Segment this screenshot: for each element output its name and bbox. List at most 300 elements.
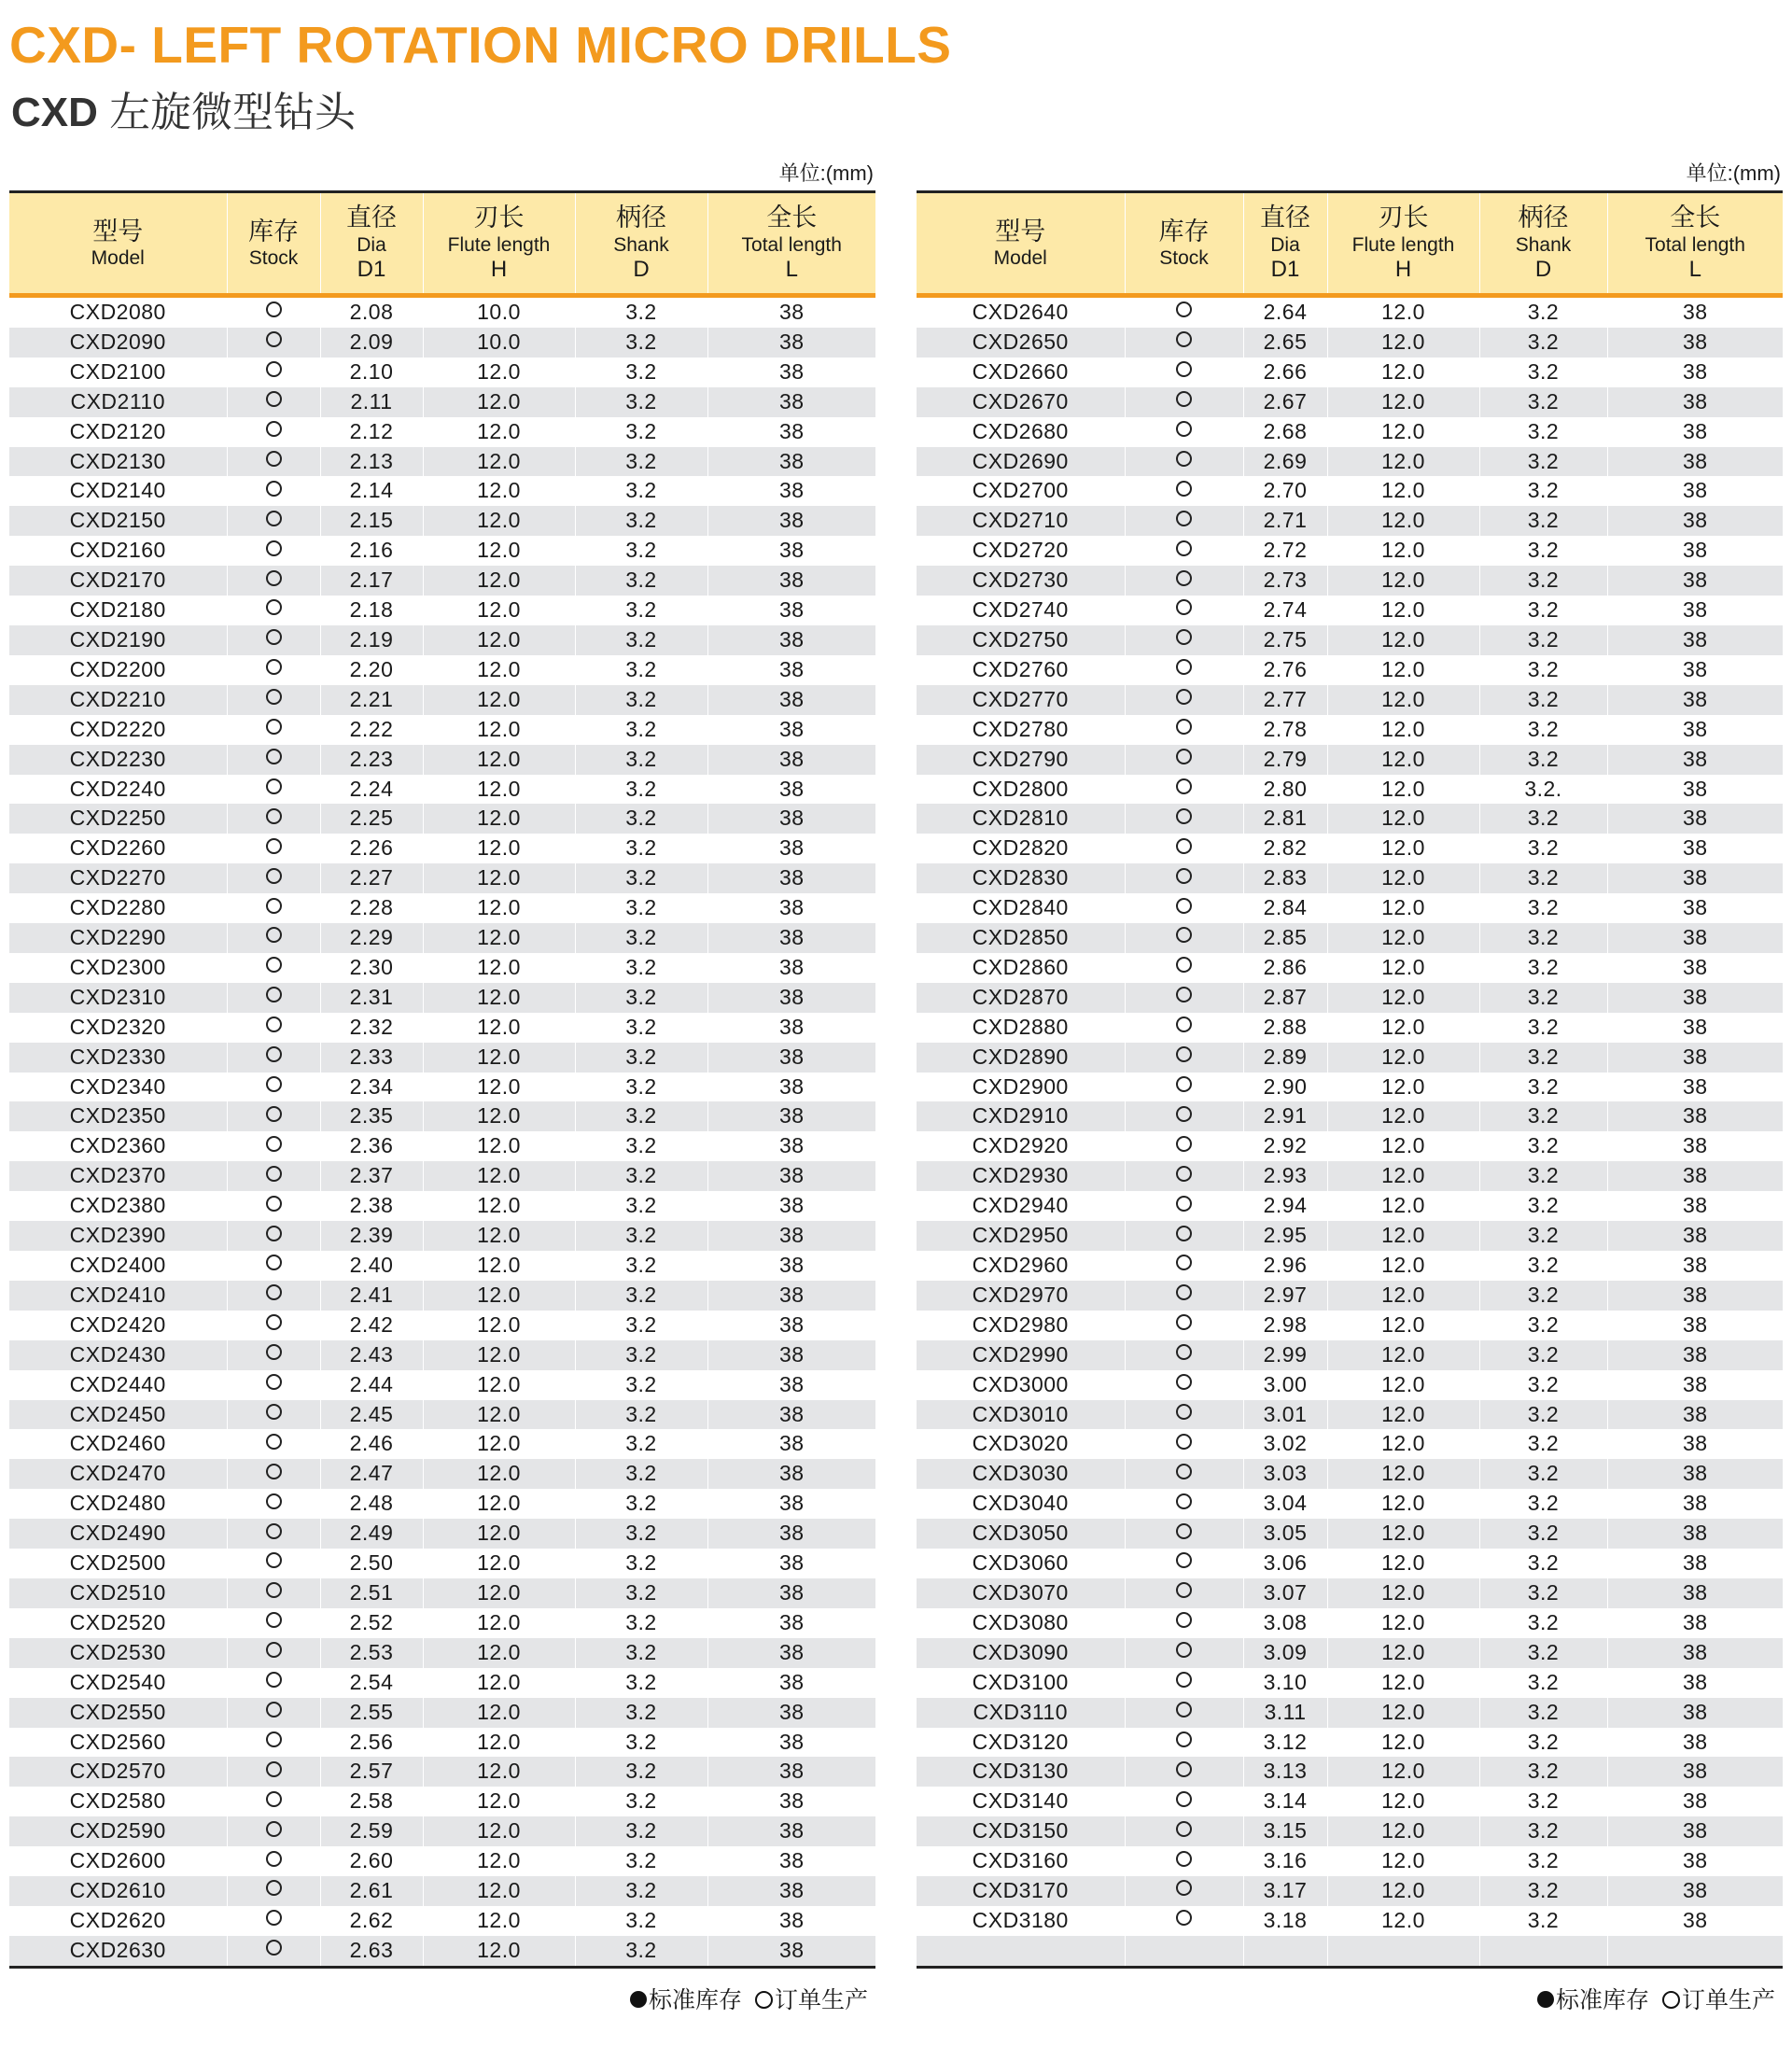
- total-length-cell: 38: [707, 1906, 875, 1936]
- open-circle-icon: [1176, 1761, 1192, 1777]
- flute-length-cell: 12.0: [423, 596, 575, 625]
- shank-cell: 3.2: [1479, 983, 1607, 1013]
- flute-length-cell: 12.0: [1327, 1311, 1479, 1340]
- shank-cell: 3.2: [1479, 328, 1607, 358]
- table-row: [917, 983, 1783, 1013]
- open-circle-icon: [1176, 898, 1192, 914]
- flute-length-cell: 12.0: [1327, 506, 1479, 536]
- open-circle-icon: [266, 1434, 282, 1450]
- model-cell: CXD2430: [9, 1340, 227, 1370]
- open-circle-icon: [266, 868, 282, 884]
- table-row: [9, 1757, 875, 1787]
- open-circle-icon: [1176, 391, 1192, 407]
- header-total: [1607, 193, 1783, 296]
- open-circle-icon: [1176, 689, 1192, 705]
- shank-cell: 3.2: [575, 1816, 707, 1846]
- stock-cell: [227, 1251, 320, 1281]
- table-row: [9, 953, 875, 983]
- model-cell: CXD2790: [917, 745, 1125, 775]
- stock-cell: [227, 1191, 320, 1221]
- model-cell: CXD3120: [917, 1728, 1125, 1758]
- open-circle-icon: [1176, 1136, 1192, 1152]
- shank-cell: 3.2: [1479, 1370, 1607, 1400]
- total-length-cell: 38: [1607, 358, 1783, 387]
- open-circle-icon: [1176, 987, 1192, 1002]
- model-cell: CXD3180: [917, 1906, 1125, 1936]
- table-row: [9, 863, 875, 893]
- table-row: [9, 923, 875, 953]
- flute-length-cell: 12.0: [1327, 625, 1479, 655]
- stock-cell: [227, 296, 320, 328]
- total-length-cell: 38: [1607, 1519, 1783, 1549]
- open-circle-icon: [1176, 1582, 1192, 1598]
- stock-cell: [1125, 1906, 1243, 1936]
- total-length-cell: 38: [707, 863, 875, 893]
- flute-length-cell: 12.0: [1327, 417, 1479, 447]
- open-circle-icon: [1176, 1552, 1192, 1568]
- flute-length-cell: 12.0: [423, 685, 575, 715]
- shank-cell: 3.2: [1479, 715, 1607, 745]
- table-row: [917, 328, 1783, 358]
- legend-order: 订单生产: [774, 1986, 868, 2013]
- open-circle-icon: [266, 1404, 282, 1420]
- total-length-cell: 38: [707, 296, 875, 328]
- model-cell: CXD2180: [9, 596, 227, 625]
- total-length-cell: 38: [707, 1429, 875, 1459]
- header-total-en: Total length: [1645, 233, 1745, 256]
- table-row: [917, 1608, 1783, 1638]
- shank-cell: 3.2: [1479, 1876, 1607, 1906]
- open-circle-icon: [1176, 1910, 1192, 1926]
- open-circle-icon: [266, 511, 282, 526]
- table-row: [917, 1311, 1783, 1340]
- shank-cell: 3.2: [575, 417, 707, 447]
- total-length-cell: 38: [1607, 745, 1783, 775]
- table-row: [9, 1073, 875, 1102]
- dia-cell: 3.14: [1243, 1787, 1327, 1816]
- stock-cell: [227, 625, 320, 655]
- flute-length-cell: 12.0: [1327, 1370, 1479, 1400]
- table-row: [917, 1251, 1783, 1281]
- stock-cell: [227, 655, 320, 685]
- table-row: [9, 1728, 875, 1758]
- stock-cell: [227, 1638, 320, 1668]
- dia-cell: 2.79: [1243, 745, 1327, 775]
- stock-cell: [1125, 1728, 1243, 1758]
- stock-cell: [1125, 358, 1243, 387]
- dia-cell: 2.44: [320, 1370, 423, 1400]
- header-shank: [575, 193, 707, 296]
- stock-cell: [227, 745, 320, 775]
- stock-cell: [227, 417, 320, 447]
- open-circle-icon: [266, 1851, 282, 1867]
- model-cell: CXD2820: [917, 834, 1125, 863]
- shank-cell: 3.2: [575, 1936, 707, 1966]
- dia-cell: 2.49: [320, 1519, 423, 1549]
- total-length-cell: 38: [1607, 1013, 1783, 1043]
- stock-cell: [1125, 1043, 1243, 1073]
- total-length-cell: 38: [1607, 1191, 1783, 1221]
- total-length-cell: 38: [1607, 1787, 1783, 1816]
- open-circle-icon: [1176, 361, 1192, 377]
- header-model-en: Model: [91, 247, 145, 270]
- dia-cell: 2.53: [320, 1638, 423, 1668]
- table-row: [917, 1578, 1783, 1608]
- open-circle-icon: [266, 1761, 282, 1777]
- flute-length-cell: 12.0: [423, 1668, 575, 1698]
- shank-cell: 3.2: [575, 1429, 707, 1459]
- flute-length-cell: 12.0: [423, 506, 575, 536]
- stock-cell: [227, 1728, 320, 1758]
- table-row: [9, 387, 875, 417]
- open-circle-icon: [1176, 1255, 1192, 1270]
- dia-cell: 2.83: [1243, 863, 1327, 893]
- stock-cell: [1125, 596, 1243, 625]
- model-cell: CXD3060: [917, 1549, 1125, 1578]
- total-length-cell: 38: [707, 715, 875, 745]
- stock-cell: [227, 1221, 320, 1251]
- stock-cell: [1125, 625, 1243, 655]
- total-length-cell: 38: [707, 596, 875, 625]
- dia-cell: 3.07: [1243, 1578, 1327, 1608]
- model-cell: CXD2650: [917, 328, 1125, 358]
- dia-cell: 2.27: [320, 863, 423, 893]
- table-row: [917, 685, 1783, 715]
- stock-cell: [227, 1876, 320, 1906]
- total-length-cell: 38: [707, 834, 875, 863]
- table-row: [917, 1073, 1783, 1102]
- dia-cell: 2.97: [1243, 1281, 1327, 1311]
- table-row: [9, 1936, 875, 1966]
- flute-length-cell: 12.0: [1327, 1073, 1479, 1102]
- stock-cell: [1125, 1846, 1243, 1876]
- dia-cell: 2.50: [320, 1549, 423, 1578]
- table-row: [9, 506, 875, 536]
- total-length-cell: 38: [1607, 506, 1783, 536]
- model-cell: CXD2600: [9, 1846, 227, 1876]
- open-circle-icon: [266, 1732, 282, 1747]
- flute-length-cell: 12.0: [423, 1816, 575, 1846]
- shank-cell: 3.2: [575, 1846, 707, 1876]
- total-length-cell: 38: [707, 625, 875, 655]
- stock-cell: [227, 1757, 320, 1787]
- dia-cell: 2.19: [320, 625, 423, 655]
- model-cell: CXD2970: [917, 1281, 1125, 1311]
- stock-cell: [1125, 296, 1243, 328]
- flute-length-cell: 12.0: [423, 775, 575, 805]
- flute-length-cell: 12.0: [1327, 1221, 1479, 1251]
- table-row: [917, 804, 1783, 834]
- stock-cell: [1125, 1073, 1243, 1102]
- model-cell: CXD2870: [917, 983, 1125, 1013]
- dia-cell: 3.02: [1243, 1429, 1327, 1459]
- flute-length-cell: 12.0: [1327, 1519, 1479, 1549]
- table-row: [9, 1101, 875, 1131]
- header-stock: [1125, 193, 1243, 296]
- flute-length-cell: 12.0: [1327, 983, 1479, 1013]
- model-cell: CXD2630: [9, 1936, 227, 1966]
- header-dia: [320, 193, 423, 296]
- dia-cell: 3.09: [1243, 1638, 1327, 1668]
- shank-cell: 3.2: [575, 296, 707, 328]
- empty-cell: [1479, 1936, 1607, 1966]
- open-circle-icon: [1176, 719, 1192, 735]
- flute-length-cell: 12.0: [423, 1370, 575, 1400]
- total-length-cell: 38: [707, 923, 875, 953]
- dia-cell: 2.66: [1243, 358, 1327, 387]
- shank-cell: 3.2: [575, 1668, 707, 1698]
- dia-cell: 2.75: [1243, 625, 1327, 655]
- header-total-cn: 全长: [766, 203, 818, 232]
- dia-cell: 3.05: [1243, 1519, 1327, 1549]
- header-model-cn: 型号: [995, 217, 1046, 245]
- model-cell: CXD2300: [9, 953, 227, 983]
- total-length-cell: 38: [707, 745, 875, 775]
- header-total-cn: 全长: [1670, 203, 1721, 232]
- total-length-cell: 38: [707, 1281, 875, 1311]
- stock-cell: [1125, 983, 1243, 1013]
- shank-cell: 3.2: [575, 1578, 707, 1608]
- header-dia: [1243, 193, 1327, 296]
- shank-cell: 3.2: [1479, 447, 1607, 477]
- header-shank-cn: 柄径: [616, 203, 666, 232]
- subtitle-cn: 左旋微型钻头: [109, 90, 357, 135]
- dia-cell: 2.76: [1243, 655, 1327, 685]
- open-circle-icon: [266, 421, 282, 437]
- model-cell: CXD2160: [9, 536, 227, 566]
- shank-cell: 3.2: [575, 476, 707, 506]
- stock-cell: [227, 1936, 320, 1966]
- model-cell: CXD2780: [917, 715, 1125, 745]
- model-cell: CXD2920: [917, 1131, 1125, 1161]
- shank-cell: 3.2: [575, 506, 707, 536]
- stock-cell: [1125, 923, 1243, 953]
- table-row: [9, 1251, 875, 1281]
- open-circle-icon: [1176, 1076, 1192, 1092]
- table-row: [917, 625, 1783, 655]
- total-length-cell: 38: [1607, 834, 1783, 863]
- stock-cell: [227, 1281, 320, 1311]
- header-flute-en: Flute length: [1351, 233, 1455, 256]
- table-row: [917, 1906, 1783, 1936]
- total-length-cell: 38: [1607, 863, 1783, 893]
- flute-length-cell: 12.0: [1327, 715, 1479, 745]
- total-length-cell: 38: [707, 1638, 875, 1668]
- total-length-cell: 38: [1607, 953, 1783, 983]
- table-row: [917, 1638, 1783, 1668]
- open-circle-icon: [266, 1523, 282, 1539]
- table-row: [9, 1340, 875, 1370]
- model-cell: CXD2190: [9, 625, 227, 655]
- stock-cell: [227, 1816, 320, 1846]
- table-row: [917, 1013, 1783, 1043]
- table-row: [917, 506, 1783, 536]
- dia-cell: 2.38: [320, 1191, 423, 1221]
- flute-length-cell: 12.0: [1327, 1608, 1479, 1638]
- flute-length-cell: 12.0: [1327, 447, 1479, 477]
- flute-length-cell: 12.0: [1327, 745, 1479, 775]
- table-row: [9, 1906, 875, 1936]
- total-length-cell: 38: [1607, 1846, 1783, 1876]
- header-shank-cn: 柄径: [1518, 203, 1569, 232]
- model-cell: CXD3160: [917, 1846, 1125, 1876]
- shank-cell: 3.2: [575, 745, 707, 775]
- flute-length-cell: 12.0: [1327, 775, 1479, 805]
- shank-cell: 3.2: [575, 1459, 707, 1489]
- table-row: [9, 1608, 875, 1638]
- table-row: [917, 1489, 1783, 1519]
- flute-length-cell: 12.0: [423, 625, 575, 655]
- open-circle-icon: [266, 1880, 282, 1896]
- dia-cell: 2.56: [320, 1728, 423, 1758]
- model-cell: CXD2080: [9, 296, 227, 328]
- table-body-right: [917, 296, 1783, 1966]
- flute-length-cell: 12.0: [1327, 1251, 1479, 1281]
- flute-length-cell: 12.0: [1327, 1340, 1479, 1370]
- shank-cell: 3.2: [1479, 1846, 1607, 1876]
- open-circle-icon: [1176, 301, 1192, 317]
- dia-cell: 2.43: [320, 1340, 423, 1370]
- open-circle-icon: [1176, 838, 1192, 854]
- stock-cell: [227, 328, 320, 358]
- shank-cell: 3.2: [1479, 863, 1607, 893]
- stock-cell: [227, 1846, 320, 1876]
- shank-cell: 3.2: [1479, 1728, 1607, 1758]
- model-cell: CXD2320: [9, 1013, 227, 1043]
- dia-cell: 2.30: [320, 953, 423, 983]
- model-cell: CXD2670: [917, 387, 1125, 417]
- shank-cell: 3.2: [575, 863, 707, 893]
- total-length-cell: 38: [1607, 983, 1783, 1013]
- model-cell: CXD2570: [9, 1757, 227, 1787]
- total-length-cell: 38: [1607, 715, 1783, 745]
- dia-cell: 2.89: [1243, 1043, 1327, 1073]
- flute-length-cell: 12.0: [1327, 1101, 1479, 1131]
- stock-cell: [227, 596, 320, 625]
- dia-cell: 2.12: [320, 417, 423, 447]
- open-circle-icon: [266, 391, 282, 407]
- total-length-cell: 38: [1607, 685, 1783, 715]
- stock-cell: [227, 775, 320, 805]
- table-row: [9, 625, 875, 655]
- model-cell: CXD2960: [917, 1251, 1125, 1281]
- table-row: [917, 745, 1783, 775]
- model-cell: CXD2150: [9, 506, 227, 536]
- flute-length-cell: 12.0: [1327, 1013, 1479, 1043]
- table-row: [9, 1370, 875, 1400]
- shank-cell: 3.2: [1479, 1489, 1607, 1519]
- total-length-cell: 38: [1607, 447, 1783, 477]
- stock-cell: [1125, 715, 1243, 745]
- model-cell: CXD2130: [9, 447, 227, 477]
- dia-cell: 2.08: [320, 296, 423, 328]
- open-circle-icon: [1176, 570, 1192, 586]
- model-cell: CXD2850: [917, 923, 1125, 953]
- open-circle-icon: [266, 1582, 282, 1598]
- total-length-cell: 38: [707, 358, 875, 387]
- shank-cell: 3.2: [1479, 1340, 1607, 1370]
- open-circle-icon: [1176, 927, 1192, 943]
- shank-cell: 3.2: [1479, 923, 1607, 953]
- dia-cell: 2.28: [320, 893, 423, 923]
- header-stock-cn: 库存: [1158, 217, 1210, 245]
- stock-cell: [1125, 1578, 1243, 1608]
- open-circle-icon: [1176, 1523, 1192, 1539]
- total-length-cell: 38: [1607, 923, 1783, 953]
- open-circle-icon: [1176, 659, 1192, 675]
- total-length-cell: 38: [707, 1013, 875, 1043]
- total-length-cell: 38: [1607, 1370, 1783, 1400]
- stock-cell: [1125, 1281, 1243, 1311]
- dia-cell: 2.45: [320, 1400, 423, 1430]
- flute-length-cell: 12.0: [1327, 834, 1479, 863]
- header-flute-sym: H: [490, 256, 508, 282]
- header-model: [917, 193, 1125, 296]
- stock-cell: [227, 1698, 320, 1728]
- total-length-cell: 38: [707, 1340, 875, 1370]
- stock-cell: [1125, 1668, 1243, 1698]
- total-length-cell: 38: [707, 1578, 875, 1608]
- model-cell: CXD2890: [917, 1043, 1125, 1073]
- table-row: [9, 1281, 875, 1311]
- table-row: [917, 1668, 1783, 1698]
- open-circle-icon: [1176, 1880, 1192, 1896]
- total-length-cell: 38: [1607, 1757, 1783, 1787]
- dia-cell: 2.48: [320, 1489, 423, 1519]
- table-row: [9, 1638, 875, 1668]
- page-subtitle: [11, 78, 356, 138]
- stock-cell: [1125, 655, 1243, 685]
- header-total-sym: L: [785, 256, 798, 282]
- shank-cell: 3.2: [1479, 1251, 1607, 1281]
- open-circle-icon: [1176, 1642, 1192, 1658]
- open-circle-icon: [266, 1076, 282, 1092]
- dia-cell: 2.92: [1243, 1131, 1327, 1161]
- header-shank-sym: D: [633, 256, 650, 282]
- left-table-panel: [9, 157, 875, 2015]
- legend-standard: 标准库存: [648, 1986, 742, 2013]
- flute-length-cell: 12.0: [1327, 476, 1479, 506]
- stock-cell: [227, 804, 320, 834]
- shank-cell: 3.2: [1479, 1906, 1607, 1936]
- total-length-cell: 38: [707, 1668, 875, 1698]
- shank-cell: 3.2: [1479, 1787, 1607, 1816]
- table-row: [9, 1578, 875, 1608]
- dia-cell: 2.31: [320, 983, 423, 1013]
- table-row: [917, 476, 1783, 506]
- stock-cell: [227, 1340, 320, 1370]
- table-row: [9, 1311, 875, 1340]
- dia-cell: 3.06: [1243, 1549, 1327, 1578]
- open-circle-icon: [1176, 1106, 1192, 1122]
- stock-cell: [227, 983, 320, 1013]
- table-row: [917, 1519, 1783, 1549]
- open-circle-icon: [1176, 1314, 1192, 1330]
- stock-cell: [1125, 1816, 1243, 1846]
- open-circle-icon: [266, 898, 282, 914]
- table-row: [9, 1161, 875, 1191]
- model-cell: CXD2800: [917, 775, 1125, 805]
- model-cell: CXD2230: [9, 745, 227, 775]
- dia-cell: 2.82: [1243, 834, 1327, 863]
- open-circle-icon: [266, 1016, 282, 1032]
- dia-cell: 2.26: [320, 834, 423, 863]
- total-length-cell: 38: [707, 1221, 875, 1251]
- open-circle-icon: [266, 1255, 282, 1270]
- flute-length-cell: 12.0: [423, 1191, 575, 1221]
- shank-cell: 3.2: [1479, 1816, 1607, 1846]
- dia-cell: 2.10: [320, 358, 423, 387]
